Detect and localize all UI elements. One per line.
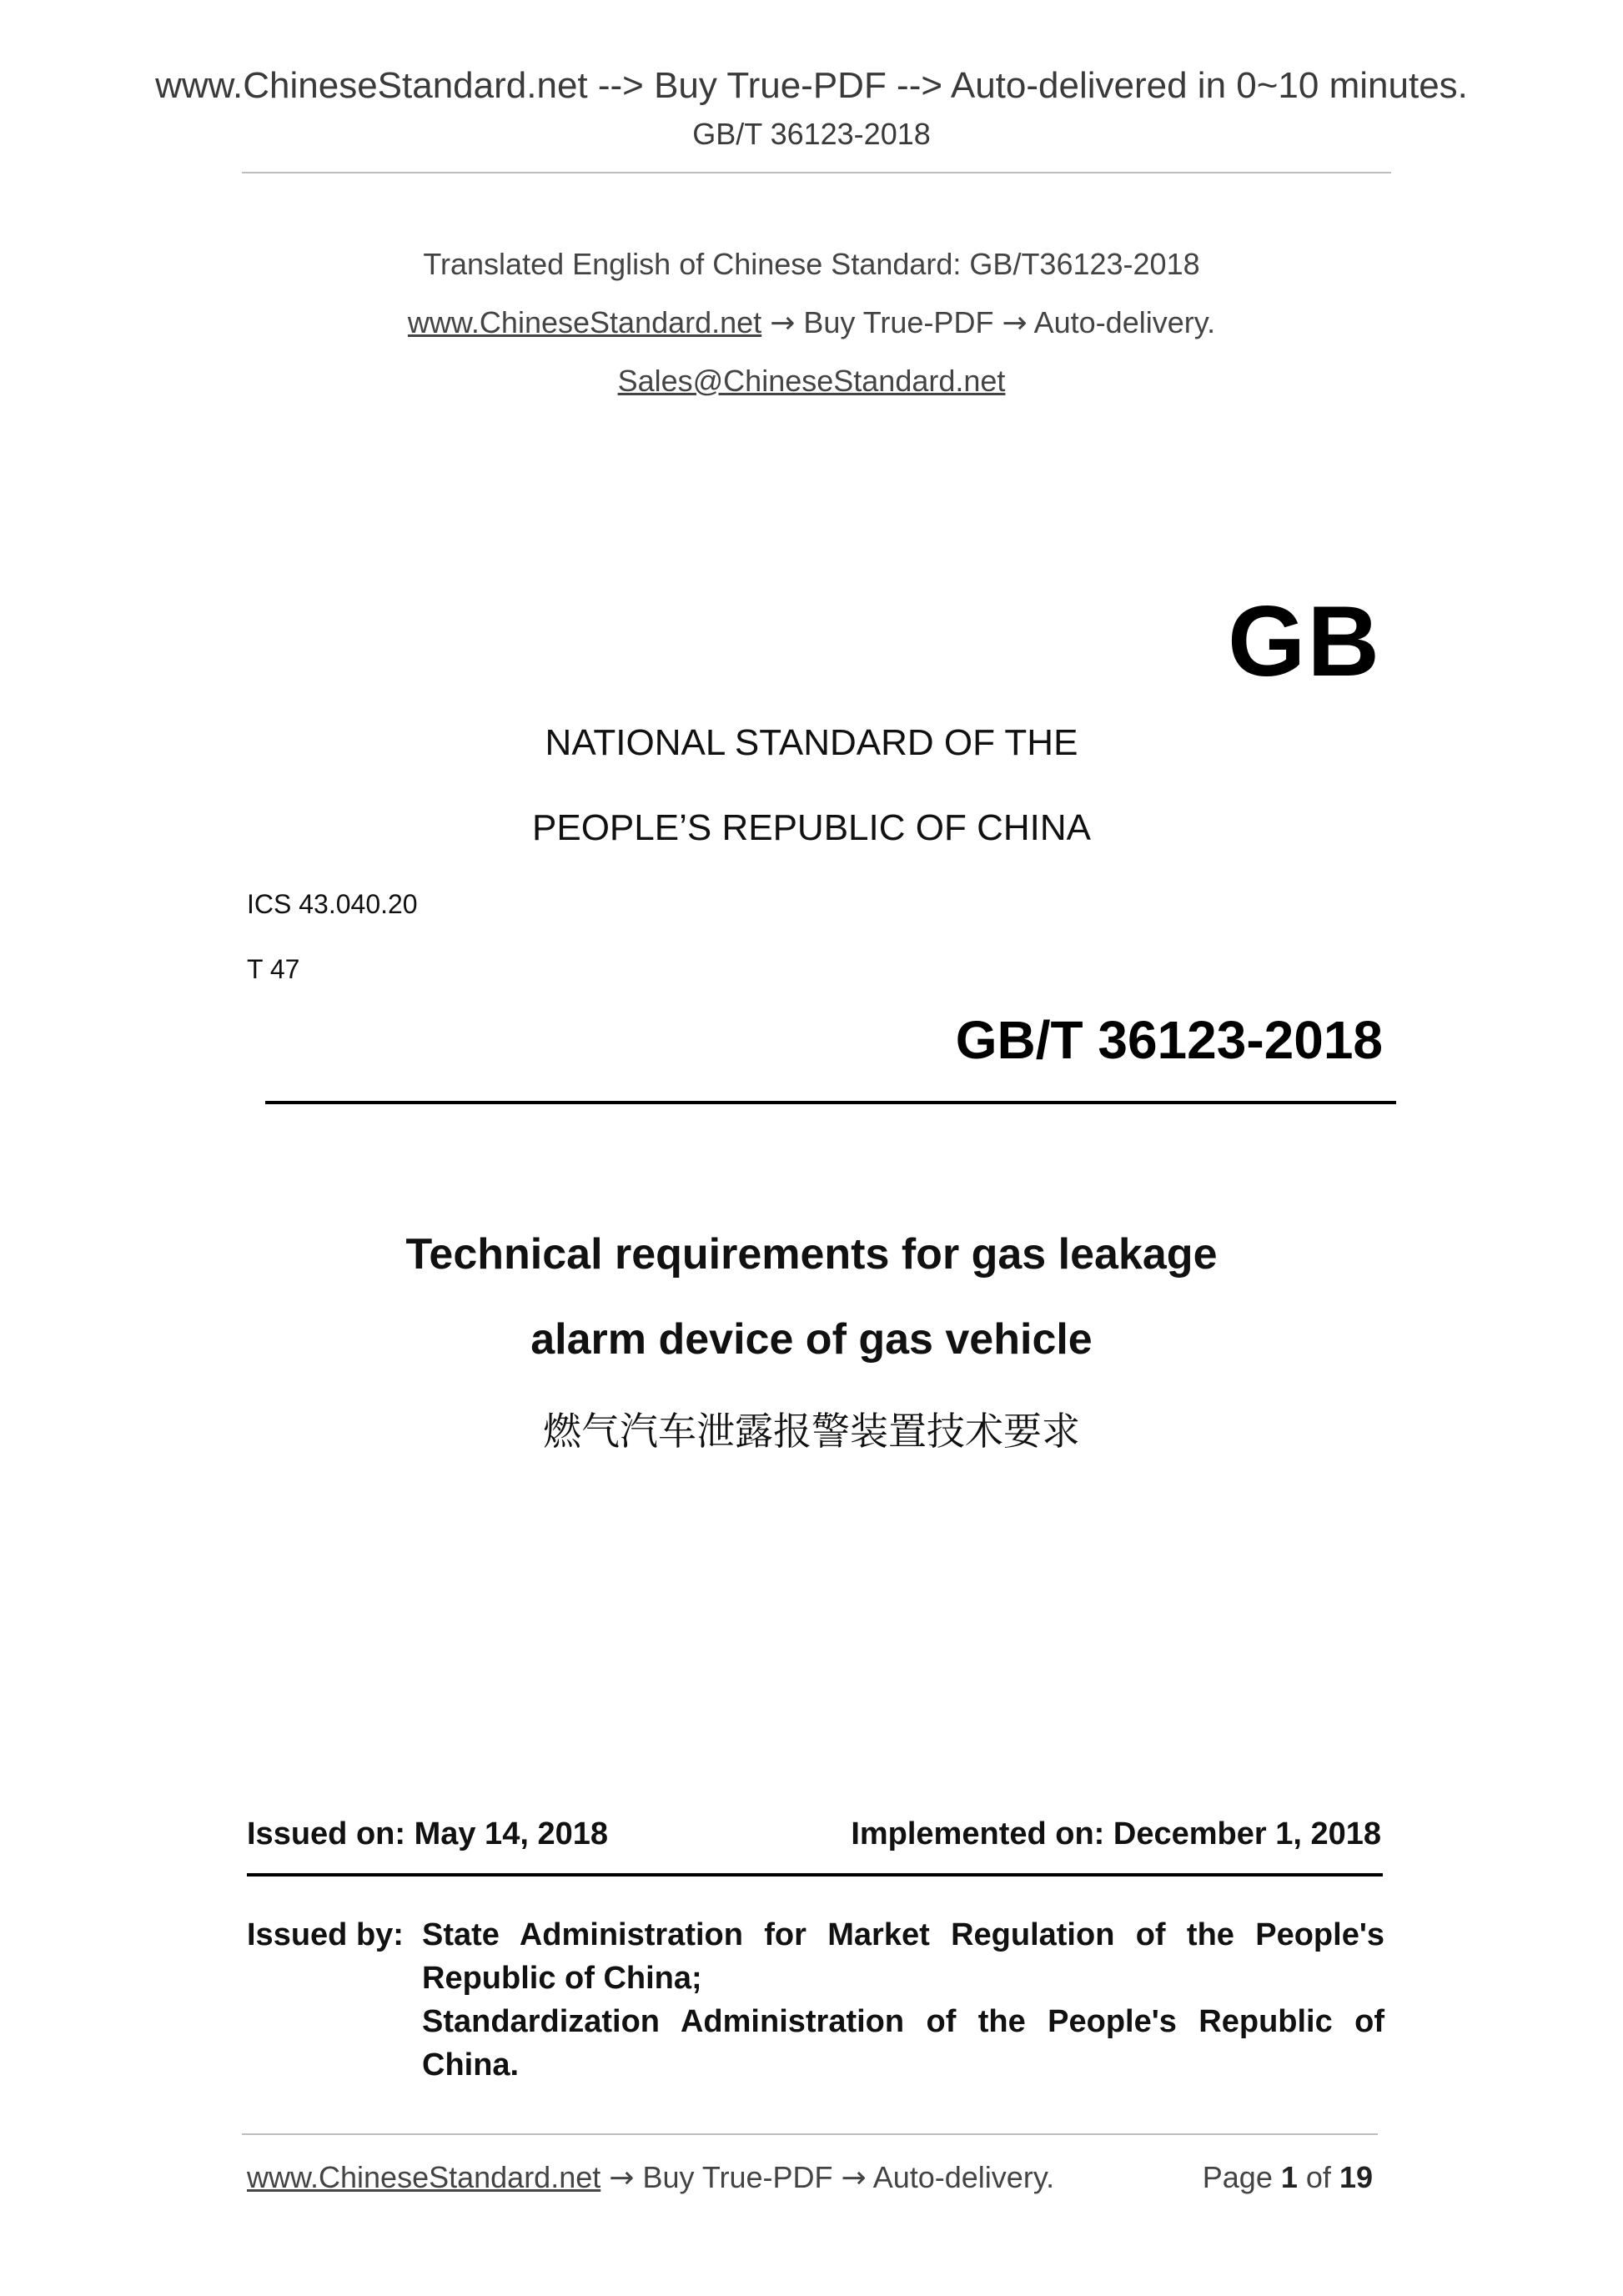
sales-email-link[interactable]: Sales@ChineseStandard.net xyxy=(617,364,1006,398)
implemented-on-date: Implemented on: December 1, 2018 xyxy=(851,1816,1381,1851)
standard-number-divider xyxy=(265,1101,1396,1104)
page-current: 1 xyxy=(1280,2160,1298,2194)
site-link[interactable]: www.ChineseStandard.net xyxy=(407,305,762,339)
header-line-1: www.ChineseStandard.net --> Buy True-PDF --> Auto-delivered in 0~10 minutes. xyxy=(155,65,1468,106)
page-total: 19 xyxy=(1339,2160,1373,2194)
auto-delivery-text: Auto-delivery. xyxy=(1033,305,1216,339)
standard-number: GB/T 36123-2018 xyxy=(955,1010,1383,1070)
issued-on-date: Issued on: May 14, 2018 xyxy=(247,1816,608,1851)
footer-buy-text: Buy True-PDF xyxy=(642,2160,833,2194)
issuing-org-2: Standardization Administration of the People's Republic of China. xyxy=(422,2004,1384,2082)
email-line xyxy=(0,364,1623,399)
footer-site-link[interactable]: www.ChineseStandard.net xyxy=(247,2160,601,2194)
arrow-right-icon: → xyxy=(609,2161,635,2195)
arrow-right-icon: → xyxy=(1002,306,1028,340)
arrow-right-icon: → xyxy=(770,306,796,340)
ics-code: ICS 43.040.20 xyxy=(247,889,418,919)
page-indicator xyxy=(1203,2160,1373,2195)
issuing-org-1: State Administration for Market Regulation of the People's Republic of China; xyxy=(422,1917,1384,1996)
header-divider xyxy=(242,172,1391,173)
gb-logo-mark: GB xyxy=(1228,585,1381,697)
title-line-2: alarm device of gas vehicle xyxy=(530,1315,1093,1364)
national-standard-line-1: NATIONAL STANDARD OF THE xyxy=(545,722,1078,763)
issued-by-label: Issued by: xyxy=(247,1917,404,1952)
arrow-right-icon: → xyxy=(841,2161,867,2195)
title-line-1: Technical requirements for gas leakage xyxy=(405,1230,1218,1279)
page-label: Page xyxy=(1202,2160,1273,2194)
footer-auto-text: Auto-delivery. xyxy=(872,2160,1055,2194)
issued-by-block xyxy=(247,1913,1384,2087)
title-chinese: 燃气汽车泄露报警装置技术要求 xyxy=(543,1409,1080,1454)
header-standard-number: GB/T 36123-2018 xyxy=(692,117,931,151)
page-of-label: of xyxy=(1305,2160,1331,2194)
footer-purchase-line xyxy=(247,2160,1054,2195)
purchase-line xyxy=(0,305,1623,340)
classification-code: T 47 xyxy=(247,954,300,984)
buy-true-pdf-text: Buy True-PDF xyxy=(803,305,994,339)
dates-divider xyxy=(247,1873,1383,1876)
footer-divider xyxy=(242,2133,1378,2135)
translation-notice: Translated English of Chinese Standard: GB/T36123-2018 xyxy=(423,247,1200,281)
national-standard-line-2: PEOPLE’S REPUBLIC OF CHINA xyxy=(532,807,1091,848)
